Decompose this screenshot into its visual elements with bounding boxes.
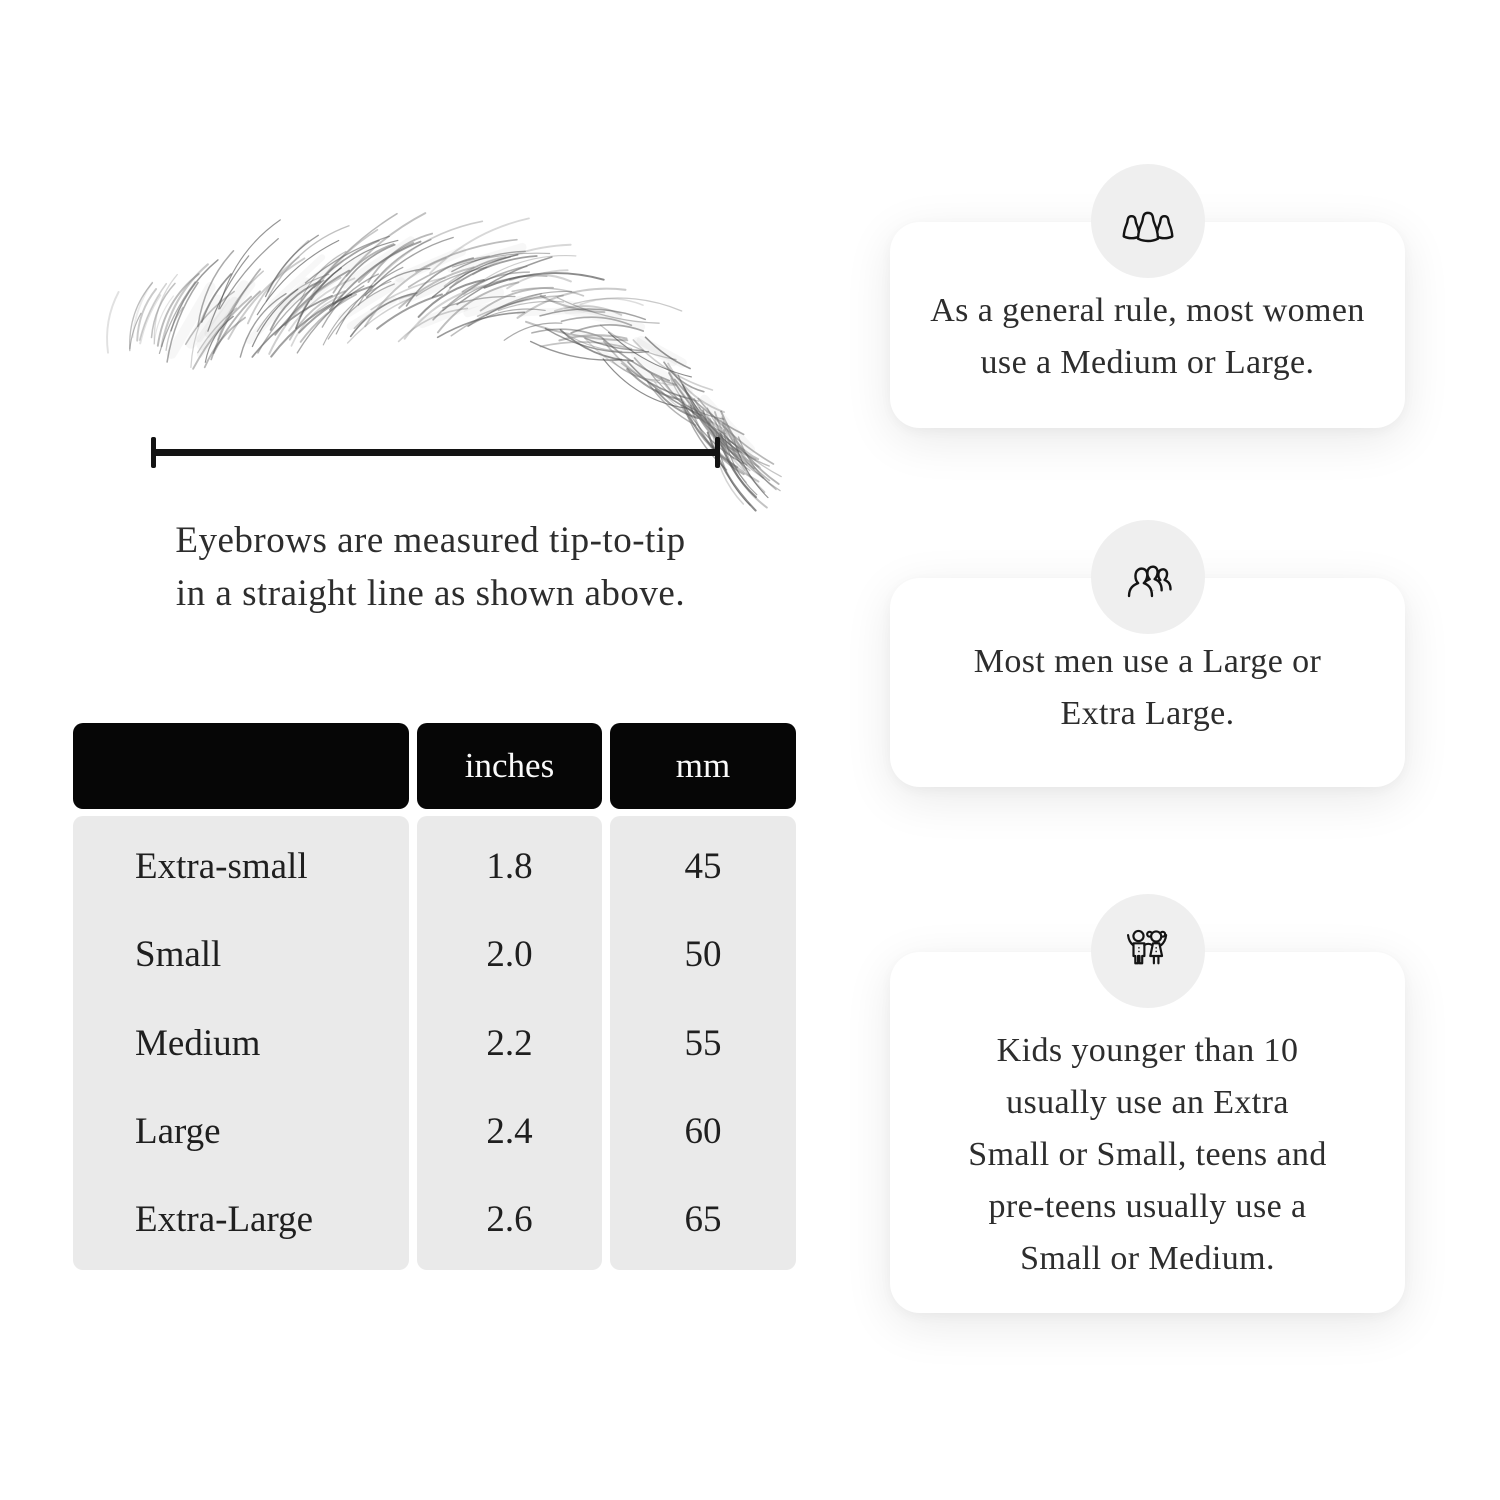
inches-value-cell: 2.2 (486, 1022, 533, 1064)
table-header-inches: inches (417, 723, 602, 809)
size-label-body (73, 816, 409, 1270)
card-text-line: Extra Large. (1060, 694, 1235, 732)
size-label-cell: Medium (135, 1022, 261, 1064)
inches-body (417, 816, 602, 1270)
card-text-line: Small or Medium. (1020, 1239, 1275, 1277)
mm-body (610, 816, 796, 1270)
card-text-line: usually use an Extra (1006, 1083, 1289, 1121)
eyebrow-illustration (100, 238, 750, 453)
info-card-women (890, 222, 1405, 428)
measurement-end-tick-right (715, 437, 720, 468)
size-label-cell: Large (135, 1110, 221, 1152)
size-label-cell: Extra-Large (135, 1199, 314, 1241)
measurement-caption (73, 514, 788, 620)
card-text-line: As a general rule, most women (930, 292, 1365, 329)
mm-value-cell: 45 (684, 845, 722, 887)
card-text-line: Kids younger than 10 (996, 1031, 1299, 1069)
size-table-label-column (73, 723, 409, 1270)
table-header-mm: mm (610, 723, 796, 809)
info-card-men (890, 578, 1405, 787)
mm-value-cell: 65 (684, 1199, 722, 1241)
size-table-mm-column (610, 723, 796, 1270)
card-text-line: pre-teens usually use a (988, 1187, 1307, 1225)
size-table (73, 723, 796, 1270)
inches-value-cell: 1.8 (486, 845, 533, 887)
women-group-icon (1091, 164, 1205, 278)
men-group-icon (1091, 520, 1205, 634)
caption-line: Eyebrows are measured tip-to-tip (175, 520, 686, 561)
size-label-cell: Small (135, 934, 222, 976)
inches-value-cell: 2.0 (486, 934, 533, 976)
inches-value-cell: 2.6 (486, 1199, 533, 1241)
measurement-bar (153, 449, 718, 456)
card-text-line: Most men use a Large or (973, 642, 1322, 680)
mm-value-cell: 55 (684, 1022, 722, 1064)
info-card-kids (890, 952, 1405, 1313)
card-text-line: use a Medium or Large. (980, 344, 1315, 381)
mm-value-cell: 60 (684, 1110, 722, 1152)
table-header-blank (73, 723, 409, 809)
kids-icon (1091, 894, 1205, 1008)
mm-value-cell: 50 (684, 934, 722, 976)
caption-line: in a straight line as shown above. (175, 573, 686, 614)
size-label-cell: Extra-small (135, 845, 308, 887)
measurement-line (151, 437, 720, 468)
inches-value-cell: 2.4 (486, 1110, 533, 1152)
card-text-line: Small or Small, teens and (968, 1135, 1327, 1173)
size-table-inches-column (417, 723, 602, 1270)
